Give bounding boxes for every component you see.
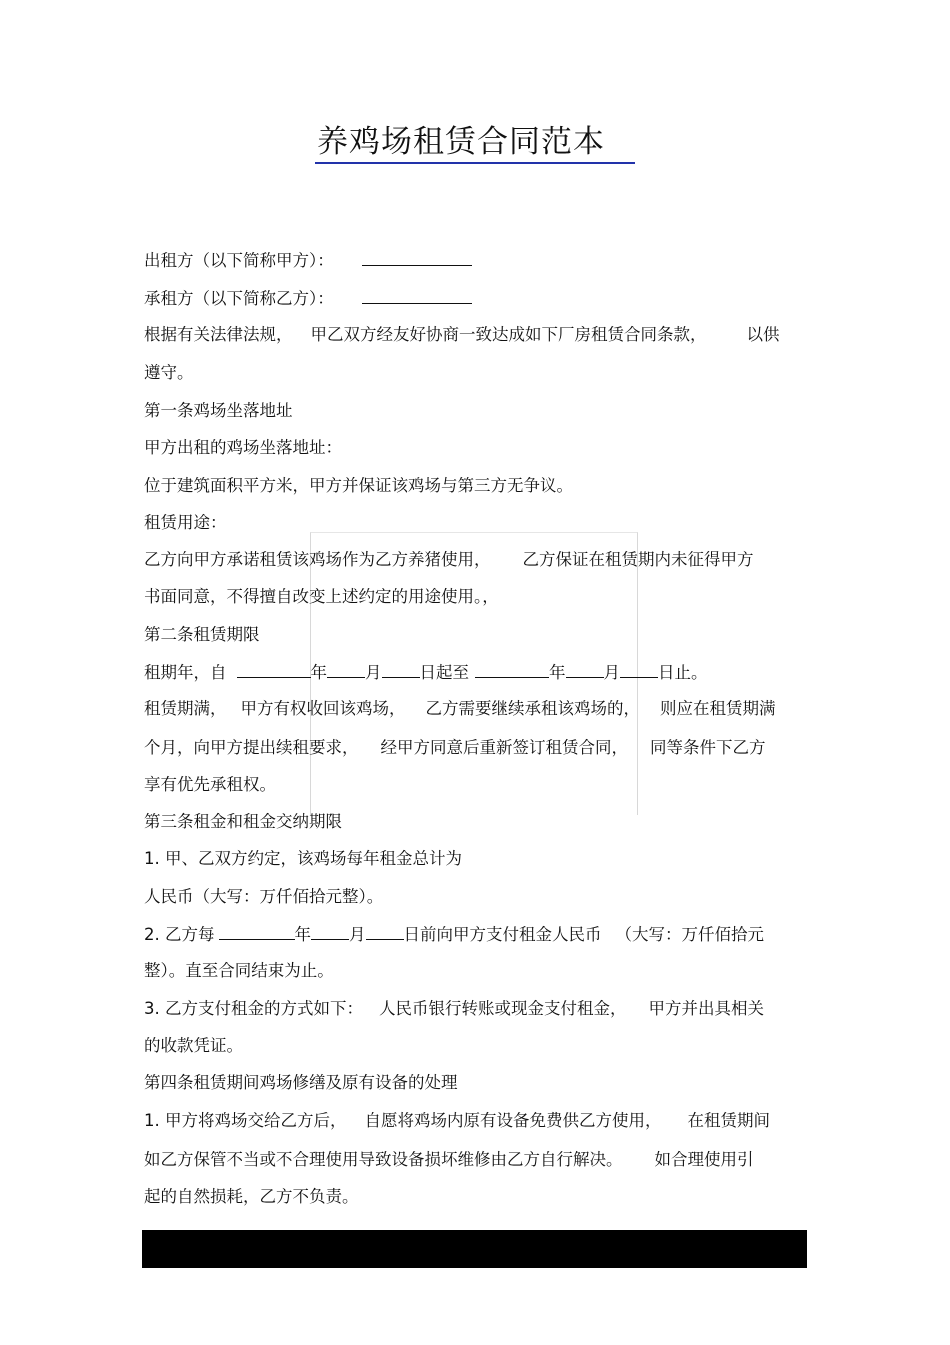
text-segment: 第四条租赁期间鸡场修缮及原有设备的处理 bbox=[144, 1073, 458, 1092]
text-segment: 乙方向甲方承诺租赁该鸡场作为乙方养猪使用， bbox=[144, 550, 491, 569]
text-segment: 以供 bbox=[746, 325, 780, 344]
lessor-blank bbox=[362, 248, 472, 266]
text-segment: 整）。直至合同结束为止。 bbox=[144, 961, 334, 980]
text-segment: 人民币（大写：万仟佰拾元整）。 bbox=[144, 887, 384, 906]
text-segment: 甲方并出具相关 bbox=[648, 999, 764, 1018]
lessor-line bbox=[144, 248, 806, 273]
text-segment: 3. 乙方支付租金的方式如下： bbox=[144, 999, 363, 1018]
renewal-line-1 bbox=[144, 697, 806, 721]
renewal-line-3 bbox=[144, 773, 806, 797]
article-2-heading bbox=[144, 623, 806, 647]
purpose-line-1 bbox=[144, 548, 806, 572]
text-segment: 第三条租金和租金交纳期限 bbox=[144, 812, 342, 831]
purpose-label-line bbox=[144, 511, 806, 535]
lessee-label: 承租方（以下简称乙方）： bbox=[144, 289, 334, 308]
text-segment: 日起至 bbox=[419, 663, 469, 682]
lessee-blank bbox=[362, 286, 472, 304]
text-segment: 月 bbox=[365, 663, 382, 682]
article-1-heading bbox=[144, 399, 806, 423]
text-segment: 遵守。 bbox=[144, 363, 194, 382]
text-segment: 则应在租赁期满 bbox=[660, 699, 776, 718]
text-segment: 第一条鸡场坐落地址 bbox=[144, 401, 293, 420]
rent-line-1 bbox=[144, 847, 806, 871]
text-segment: 根据有关法律法规， bbox=[144, 325, 293, 344]
text-segment: 位于建筑面积平方米，甲方并保证该鸡场与第三方无争议。 bbox=[144, 476, 573, 495]
article-3-heading bbox=[144, 810, 806, 834]
pay-day-blank bbox=[366, 922, 404, 940]
text-segment: 乙方保证在租赁期内未征得甲方 bbox=[522, 550, 754, 569]
text-segment: 如合理使用引 bbox=[654, 1150, 754, 1169]
text-segment: 人民币银行转账或现金支付租金， bbox=[379, 999, 627, 1018]
equipment-line-1 bbox=[144, 1109, 806, 1133]
article-4-heading bbox=[144, 1071, 806, 1095]
lessor-label: 出租方（以下简称甲方）： bbox=[144, 251, 334, 270]
end-day-blank bbox=[620, 660, 658, 678]
text-segment: 乙方需要继续承租该鸡场的， bbox=[425, 699, 640, 718]
purpose-line-2 bbox=[144, 585, 806, 609]
text-segment: 甲方出租的鸡场坐落地址： bbox=[144, 438, 342, 457]
payment-method-line-2 bbox=[144, 1034, 806, 1058]
text-segment: 的收款凭证。 bbox=[144, 1036, 243, 1055]
equipment-line-2 bbox=[144, 1148, 806, 1172]
text-segment: （大写：万仟佰拾元 bbox=[615, 925, 764, 944]
text-segment: 个月，向甲方提出续租要求， bbox=[144, 738, 359, 757]
area-line bbox=[144, 474, 806, 498]
text-segment: 经甲方同意后重新签订租赁合同， bbox=[380, 738, 628, 757]
title-area bbox=[0, 122, 950, 164]
end-month-blank bbox=[566, 660, 604, 678]
text-segment: 日止。 bbox=[658, 663, 708, 682]
text-segment: 第二条租赁期限 bbox=[144, 625, 260, 644]
footer-black-bar bbox=[142, 1230, 807, 1268]
text-segment: 在租赁期间 bbox=[687, 1111, 770, 1130]
text-segment: 租期年，自 bbox=[144, 663, 227, 682]
renewal-line-2 bbox=[144, 736, 806, 760]
text-segment: 同等条件下乙方 bbox=[650, 738, 766, 757]
text-segment: 日前向甲方支付租金人民币 bbox=[403, 925, 602, 944]
text-segment: 月 bbox=[603, 663, 620, 682]
text-segment: 1. 甲、乙双方约定，该鸡场每年租金总计为 bbox=[144, 849, 462, 868]
text-segment: 年 bbox=[549, 663, 566, 682]
pay-month-blank bbox=[311, 922, 349, 940]
address-line bbox=[144, 436, 806, 460]
end-year-blank bbox=[475, 660, 549, 678]
text-segment: 2. 乙方每 bbox=[144, 925, 215, 944]
text-segment: 租赁期满， bbox=[144, 699, 227, 718]
text-segment: 月 bbox=[349, 925, 366, 944]
text-segment: 起的自然损耗，乙方不负责。 bbox=[144, 1187, 359, 1206]
payment-line-2 bbox=[144, 959, 806, 983]
equipment-line-3 bbox=[144, 1185, 806, 1209]
document-title: 养鸡场租赁合同范本 bbox=[315, 122, 635, 164]
text-segment: 甲方有权收回该鸡场， bbox=[240, 699, 406, 718]
text-segment: 甲乙双方经友好协商一致达成如下厂房租赁合同条款， bbox=[310, 325, 707, 344]
rent-line-2 bbox=[144, 885, 806, 909]
text-segment: 1. 甲方将鸡场交给乙方后， bbox=[144, 1111, 347, 1130]
text-segment: 年 bbox=[310, 663, 327, 682]
text-segment: 年 bbox=[294, 925, 311, 944]
start-month-blank bbox=[327, 660, 365, 678]
preamble-line-2 bbox=[144, 361, 806, 385]
lessee-line bbox=[144, 286, 806, 311]
text-segment: 自愿将鸡场内原有设备免费供乙方使用， bbox=[364, 1111, 662, 1130]
payment-method-line-1 bbox=[144, 997, 806, 1021]
text-segment: 租赁用途： bbox=[144, 513, 227, 532]
text-segment: 书面同意，不得擅自改变上述约定的用途使用。， bbox=[144, 587, 499, 606]
term-line bbox=[144, 660, 806, 685]
text-segment: 如乙方保管不当或不合理使用导致设备损坏维修由乙方自行解决。 bbox=[144, 1150, 623, 1169]
start-day-blank bbox=[382, 660, 420, 678]
text-segment: 享有优先承租权。 bbox=[144, 775, 276, 794]
preamble-line-1 bbox=[144, 323, 806, 347]
payment-line-1 bbox=[144, 922, 806, 947]
start-year-blank bbox=[237, 660, 311, 678]
pay-year-blank bbox=[219, 922, 295, 940]
